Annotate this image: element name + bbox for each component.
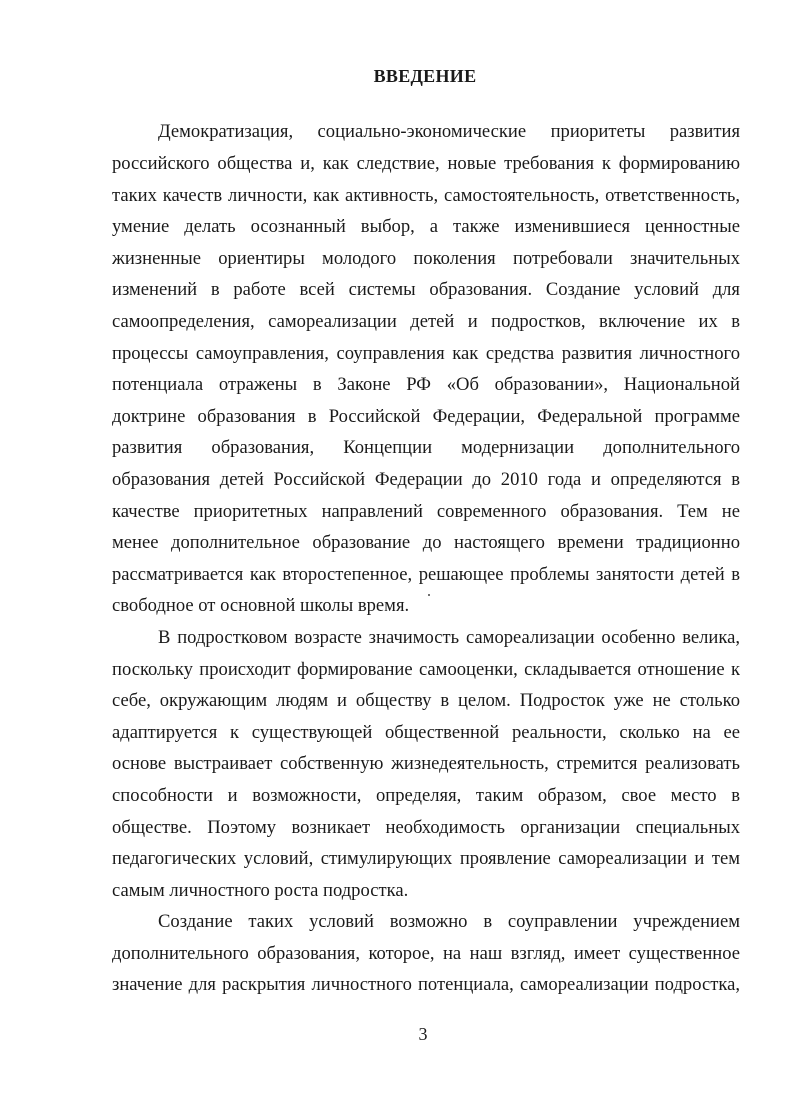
text-line: российского общества и, как следствие, новые требования к формированию [112,153,740,174]
text-line: В подростковом возрасте значимость самореализации особенно велика, [158,627,740,648]
text-line: значение для раскрытия личностного потенциала, самореализации подростка, [112,974,740,995]
page-number: 3 [418,1024,428,1044]
scan-speck [428,594,430,596]
text-line: дополнительного образования, которое, на наш взгляд, имеет существенное [112,943,740,964]
text-line: качестве приоритетных направлений современного образования. Тем не [112,501,740,522]
text-line: изменений в работе всей системы образования. Создание условий для [112,279,740,300]
text-line: менее дополнительное образование до настоящего времени традиционно [112,532,740,553]
text-line: таких качеств личности, как активность, самостоятельность, ответственность, [112,185,740,206]
text-line: образования детей Российской Федерации до 2010 года и определяются в [112,469,740,490]
page-title: ВВЕДЕНИЕ [373,66,477,86]
text-line: себе, окружающим людям и обществу в целом. Подросток уже не столько [112,690,740,711]
text-line: адаптируется к существующей общественной реальности, сколько на ее [112,722,740,743]
text-line: педагогических условий, стимулирующих проявление самореализации и тем [112,848,740,869]
text-line: поскольку происходит формирование самооценки, складывается отношение к [112,659,740,680]
text-line: самым личностного роста подростка. [112,880,409,901]
text-line: Создание таких условий возможно в соуправлении учреждением [158,911,740,932]
text-line: свободное от основной школы время. [112,595,410,616]
text-line: процессы самоуправления, соуправления как средства развития личностного [112,343,740,364]
text-line: умение делать осознанный выбор, а также изменившиеся ценностные [112,216,740,237]
text-line: самоопределения, самореализации детей и подростков, включение их в [112,311,740,332]
text-line: способности и возможности, определяя, таким образом, свое место в [112,785,740,806]
text-line: Демократизация, социально-экономические приоритеты развития [158,121,740,142]
text-line: обществе. Поэтому возникает необходимость организации специальных [112,817,740,838]
text-line: основе выстраивает собственную жизнедеятельность, стремится реализовать [112,753,740,774]
text-line: доктрине образования в Российской Федерации, Федеральной программе [112,406,740,427]
text-line: развития образования, Концепции модернизации дополнительного [112,437,740,458]
text-line: рассматривается как второстепенное, решающее проблемы занятости детей в [112,564,740,585]
text-line: потенциала отражены в Законе РФ «Об образовании», Национальной [112,374,740,395]
text-line: жизненные ориентиры молодого поколения потребовали значительных [112,248,740,269]
